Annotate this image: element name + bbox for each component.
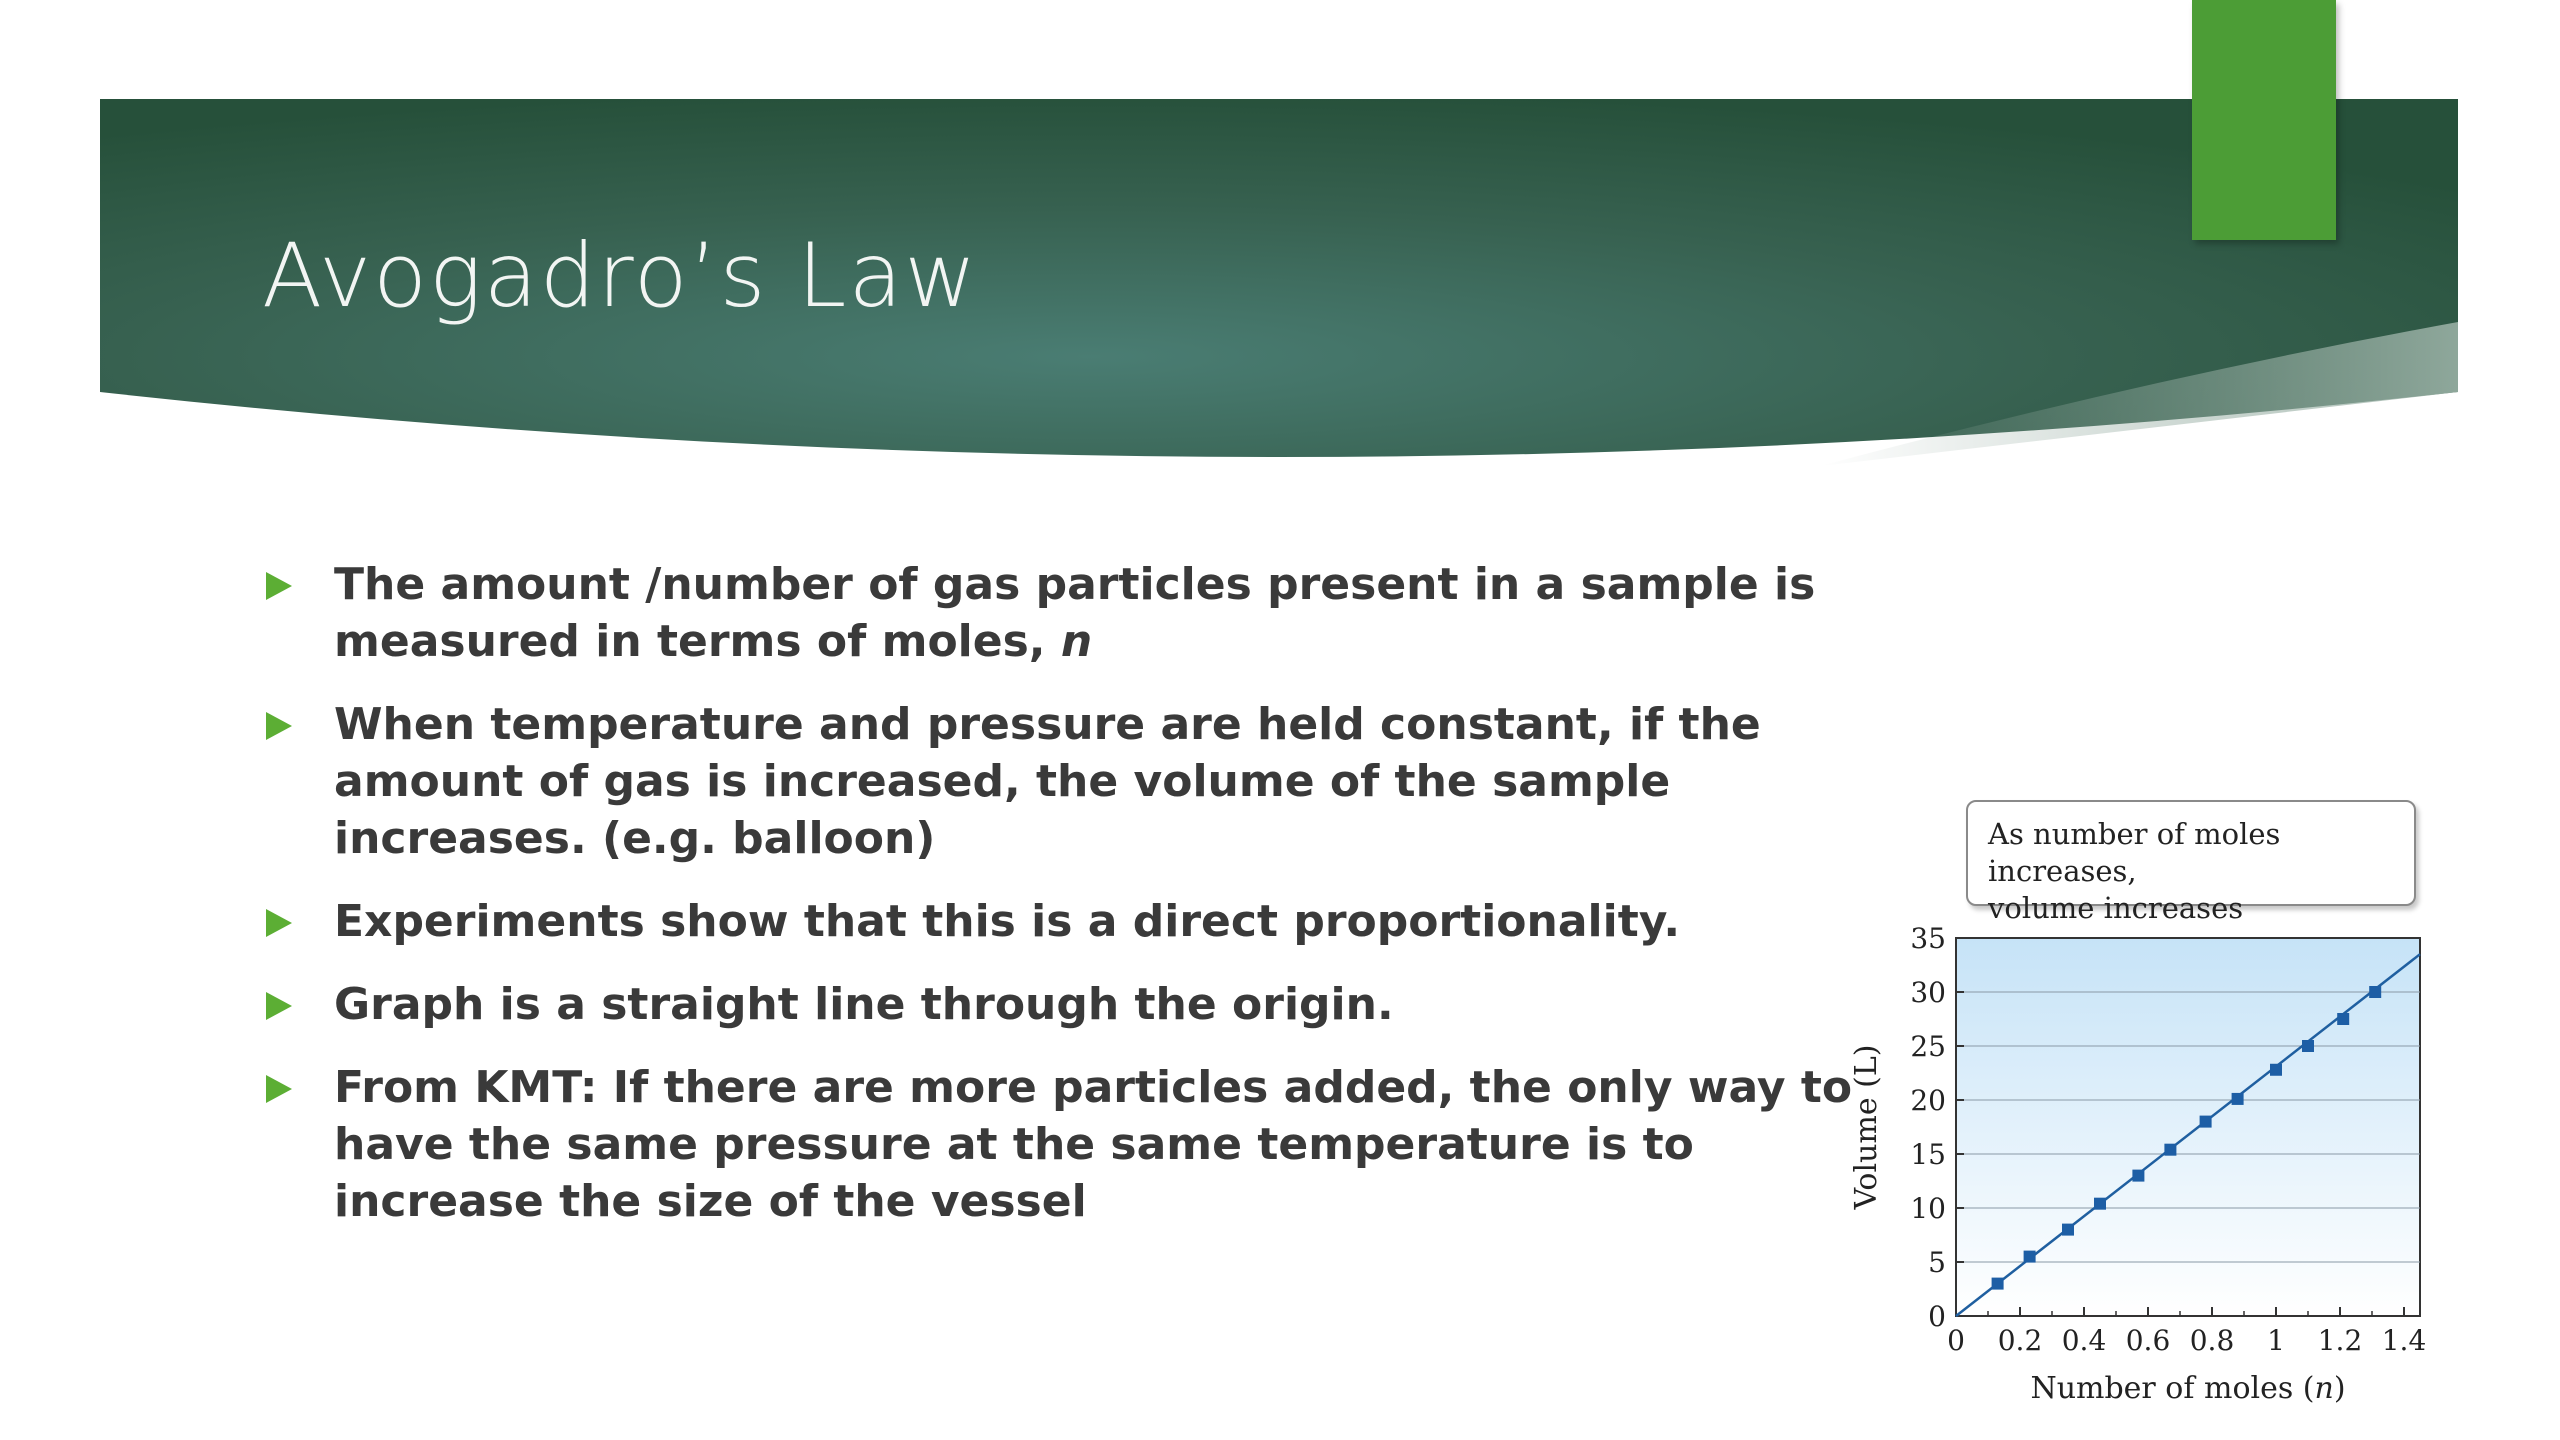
data-point — [2337, 1013, 2349, 1025]
bullet-item — [262, 696, 1862, 867]
data-point — [2024, 1251, 2036, 1263]
x-tick-label: 0.4 — [2061, 1324, 2107, 1357]
x-tick-label: 1 — [2267, 1324, 2285, 1357]
data-point — [2062, 1224, 2074, 1236]
callout-line-1: As number of moles increases, — [1988, 817, 2281, 888]
data-point — [2302, 1040, 2314, 1052]
x-axis-label-end: ) — [2333, 1371, 2346, 1406]
y-tick-label: 0 — [1928, 1300, 1946, 1333]
bullet-text: When temperature and pressure are held constant, if the amount of gas is increased, the volume of the sample increases. (e.g. balloon) — [334, 699, 1761, 864]
accent-tab — [2192, 0, 2336, 240]
y-tick-label: 20 — [1910, 1084, 1946, 1117]
callout-line-2: volume increases — [1988, 891, 2244, 925]
bullet-item — [262, 1059, 1862, 1230]
data-point — [2232, 1093, 2244, 1105]
bullet-item — [262, 893, 1862, 950]
data-point — [2164, 1144, 2176, 1156]
y-tick-label: 35 — [1910, 922, 1946, 955]
x-axis-label-var: n — [2314, 1371, 2334, 1406]
x-tick-label: 1.4 — [2381, 1324, 2427, 1357]
x-tick-label: 0.2 — [1997, 1324, 2043, 1357]
y-tick-label: 10 — [1910, 1192, 1946, 1225]
x-axis-label — [2030, 1371, 2345, 1406]
bullet-text — [334, 556, 1862, 670]
chart-callout — [1966, 800, 2416, 925]
bullet-item — [262, 976, 1862, 1033]
bullet-item — [262, 556, 1862, 670]
triangle-bullet-icon — [266, 572, 292, 600]
slide-title: Avogadro’s Law — [262, 224, 979, 327]
data-point — [2369, 986, 2381, 998]
bullet-text: From KMT: If there are more particles added, the only way to have the same pressure at the same temperature is to increase the size of the vessel — [334, 1062, 1853, 1227]
data-point — [2132, 1170, 2144, 1182]
triangle-bullet-icon — [266, 909, 292, 937]
bullet-text-main: The amount /number of gas particles present in a sample is measured in terms of moles, — [334, 559, 1816, 667]
y-axis-label: Volume (L) — [1849, 1044, 1884, 1210]
y-tick-label: 5 — [1928, 1246, 1946, 1279]
x-tick-label: 1.2 — [2317, 1324, 2363, 1357]
bullet-text: Graph is a straight line through the origin. — [334, 979, 1394, 1030]
y-tick-label: 25 — [1910, 1030, 1946, 1063]
x-tick-label: 0.6 — [2125, 1324, 2171, 1357]
bullet-text: Experiments show that this is a direct proportionality. — [334, 896, 1681, 947]
data-point — [2200, 1116, 2212, 1128]
data-point — [2270, 1064, 2282, 1076]
triangle-bullet-icon — [266, 992, 292, 1020]
x-tick-label: 0 — [1947, 1324, 1965, 1357]
data-point — [2094, 1198, 2106, 1210]
x-tick-label: 0.8 — [2189, 1324, 2235, 1357]
triangle-bullet-icon — [266, 712, 292, 740]
y-tick-label: 30 — [1910, 976, 1946, 1009]
triangle-bullet-icon — [266, 1075, 292, 1103]
bullet-list — [262, 556, 1862, 1256]
y-tick-label: 15 — [1910, 1138, 1946, 1171]
x-axis-label-text: Number of moles ( — [2030, 1371, 2315, 1406]
moles-variable: n — [1060, 616, 1093, 667]
data-point — [1992, 1278, 2004, 1290]
volume-moles-chart — [1840, 920, 2440, 1420]
